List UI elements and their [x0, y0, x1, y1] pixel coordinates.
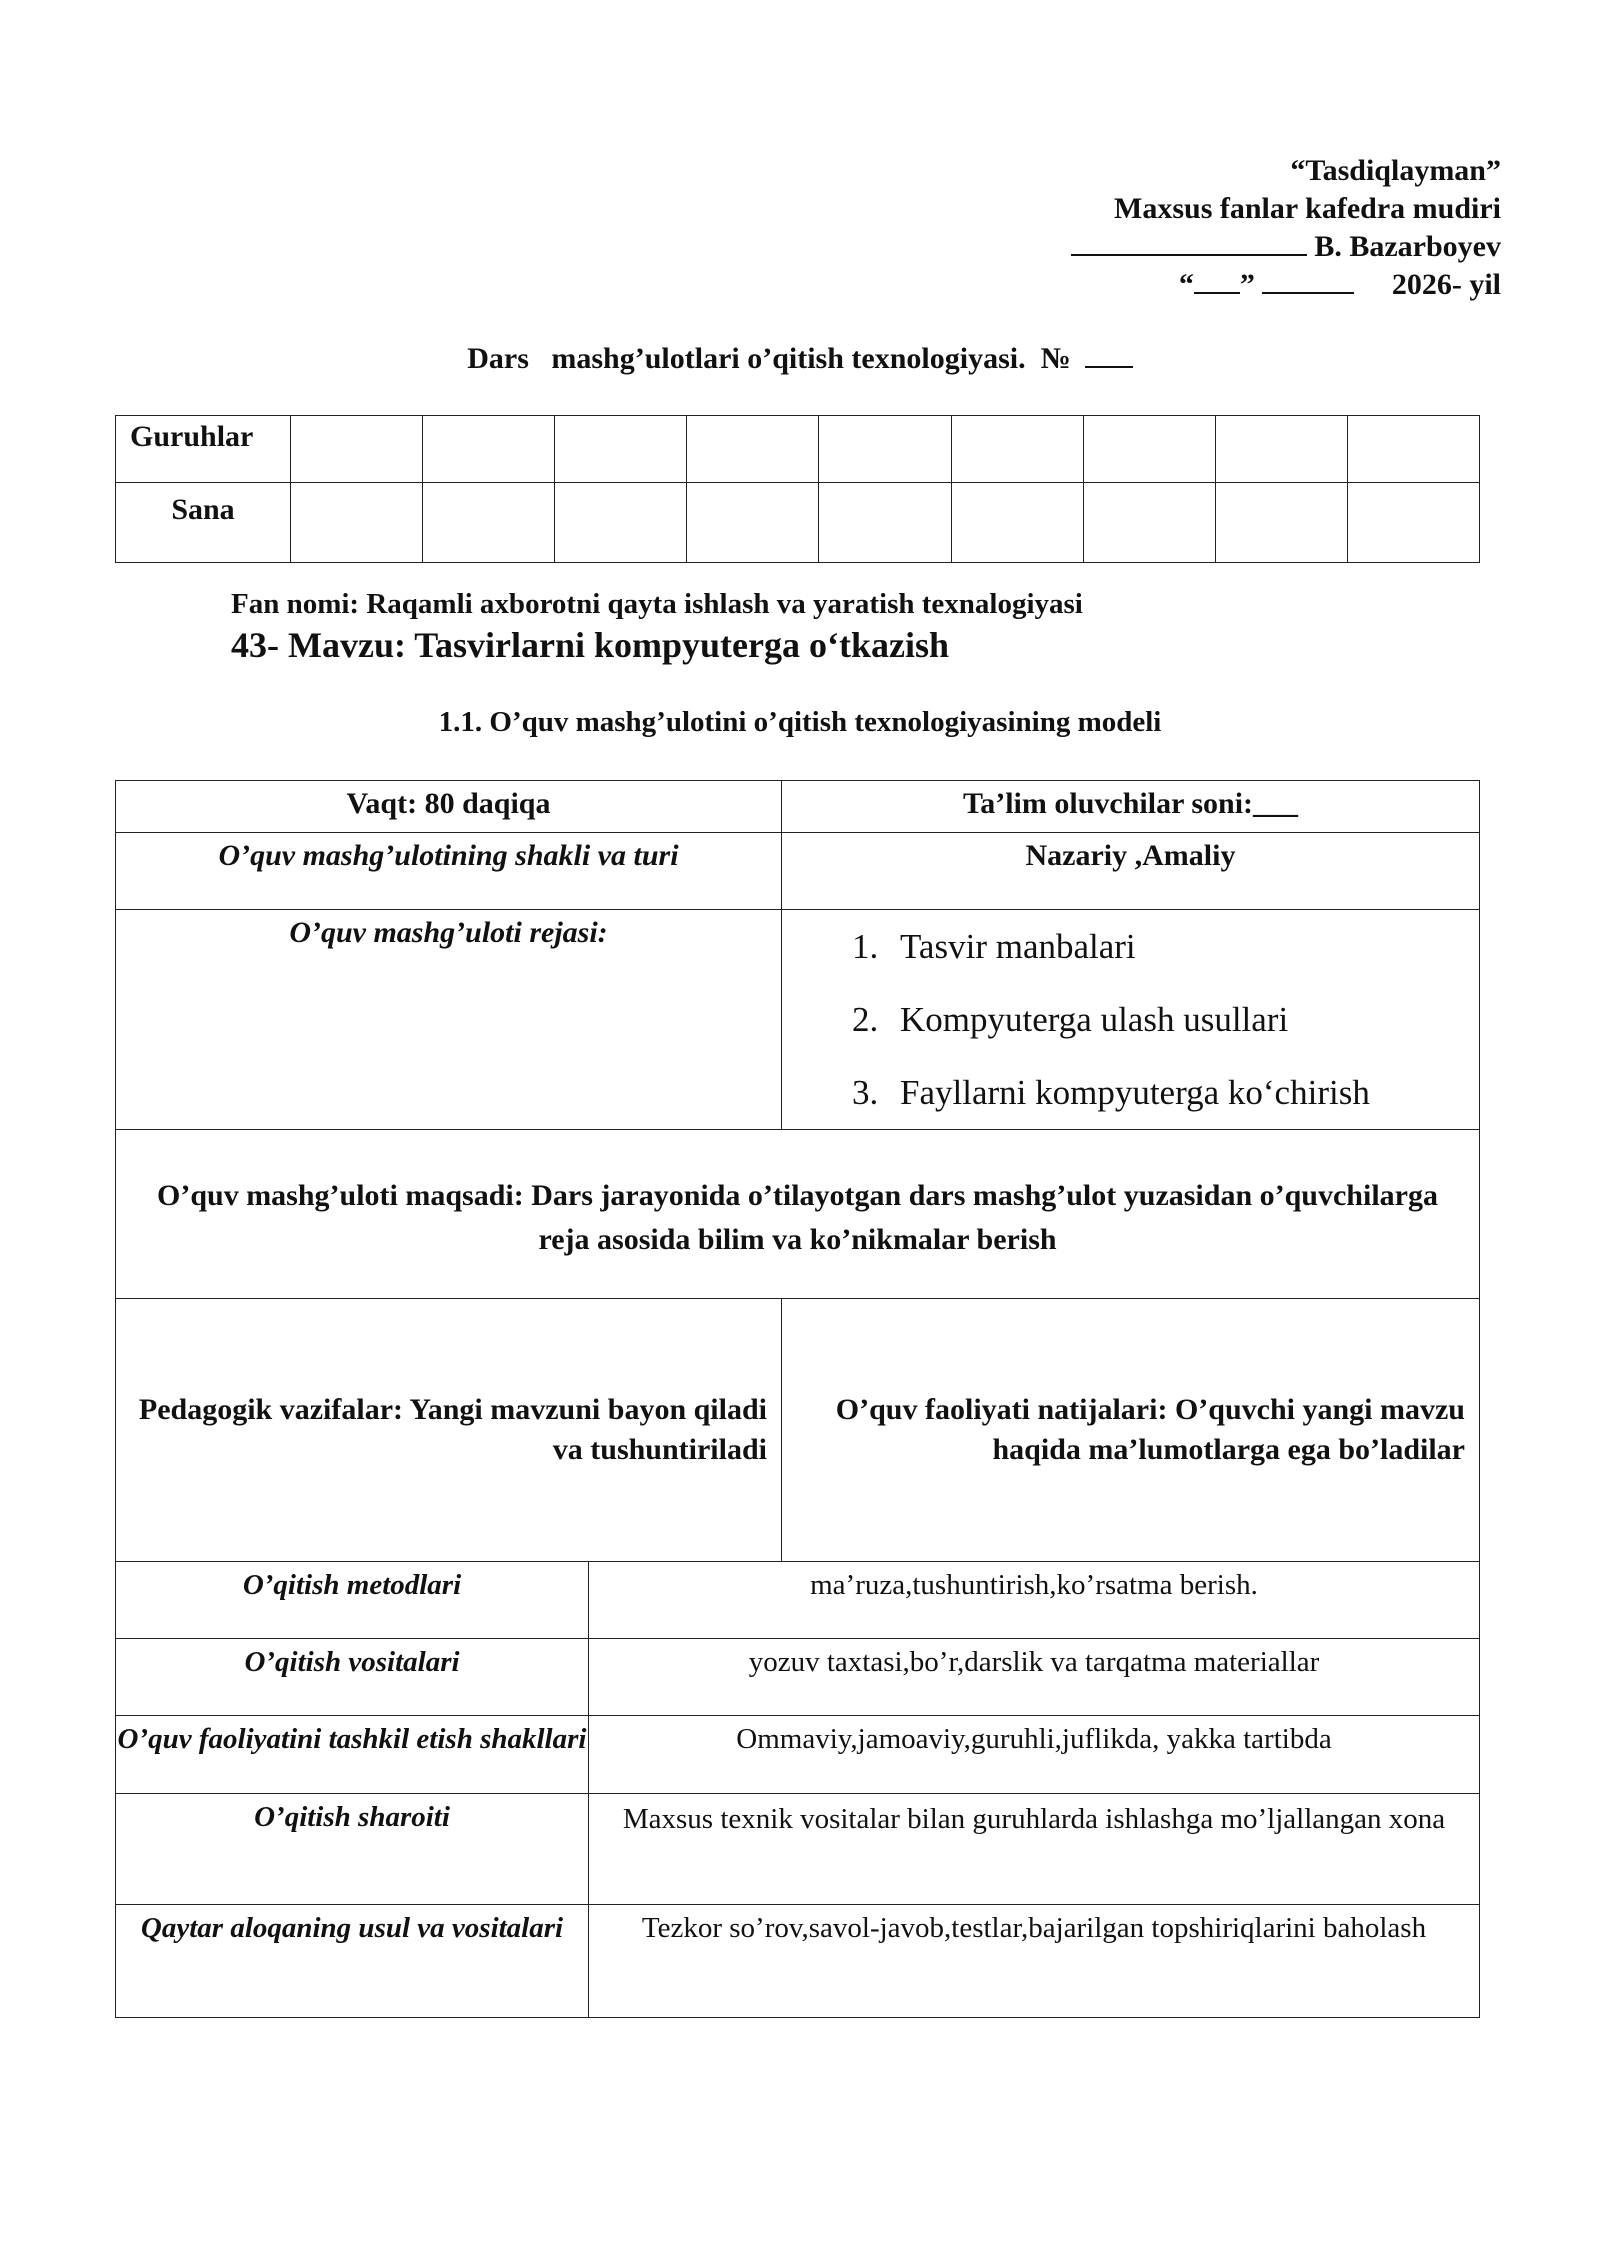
month-blank: [1262, 270, 1354, 294]
groups-cell: [1083, 416, 1215, 483]
details-value: Tezkor so’rov,savol-javob,testlar,bajarilgan topshiriqlarini baholash: [589, 1905, 1480, 2018]
groups-cell: [555, 416, 687, 483]
groups-cell: [819, 416, 951, 483]
signature-name: B. Bazarboyev: [1314, 230, 1501, 263]
date-cell: [1083, 483, 1215, 563]
number-blank: [1085, 344, 1133, 368]
approval-position: Maxsus fanlar kafedra mudiri: [1114, 192, 1501, 225]
date-cell: [951, 483, 1083, 563]
details-row: [116, 1639, 1480, 1716]
date-cell: [291, 483, 423, 563]
date-cell: [687, 483, 819, 563]
groups-cell: [1347, 416, 1479, 483]
details-value: yozuv taxtasi,bo’r,darslik va tarqatma materiallar: [589, 1639, 1480, 1716]
plan-item: 1. Tasvir manbalari: [852, 927, 1136, 966]
topic-title: 43- Mavzu: Tasvirlarni kompyuterga o‘tkazish: [231, 625, 950, 665]
date-cell: [1215, 483, 1347, 563]
groups-label: Guruhlar: [116, 416, 291, 483]
groups-row: [116, 416, 1480, 483]
document-title: Dars mashg’ulotlari o’qitish texnologiyasi. №: [0, 342, 1600, 376]
plan-label: O’quv mashg’uloti rejasi:: [116, 910, 782, 1130]
form-row: [116, 833, 1480, 910]
pedagogic-tasks: Pedagogik vazifalar: Yangi mavzuni bayon qiladi va tushuntiriladi: [116, 1299, 782, 1562]
details-value: ma’ruza,tushuntirish,ko’rsatma berish.: [589, 1562, 1480, 1639]
subject-name: Fan nomi: Raqamli axborotni qayta ishlash va yaratish texnalogiyasi: [231, 588, 1083, 620]
details-table: [115, 1561, 1480, 2018]
approval-year: 2026- yil: [1391, 268, 1501, 301]
details-label: O’qitish sharoiti: [116, 1794, 589, 1905]
approval-heading: “Tasdiqlayman”: [1290, 154, 1501, 187]
plan-row: [116, 910, 1480, 1130]
model-title: 1.1. O’quv mashg’ulotini o’qitish texnologiyasining modeli: [438, 706, 1162, 738]
time-row: [116, 781, 1480, 833]
date-cell: [1347, 483, 1479, 563]
tasks-row: [116, 1299, 1480, 1562]
approval-date-line: “ ” 2026- yil: [1178, 268, 1501, 301]
model-table: [115, 780, 1480, 1562]
details-value: Ommaviy,jamoaviy,guruhli,juflikda, yakka tartibda: [589, 1716, 1480, 1794]
students-cell: Ta’lim oluvchilar soni:___: [782, 781, 1480, 833]
learning-results: O’quv faoliyati natijalari: O’quvchi yangi mavzu haqida ma’lumotlarga ega bo’ladilar: [782, 1299, 1480, 1562]
groups-cell: [1215, 416, 1347, 483]
details-label: O’qitish vositalari: [116, 1639, 589, 1716]
details-value: Maxsus texnik vositalar bilan guruhlarda ishlashga mo’ljallangan xona: [589, 1794, 1480, 1905]
day-blank: [1194, 270, 1240, 294]
groups-table: [115, 415, 1480, 563]
details-label: O’qitish metodlari: [116, 1562, 589, 1639]
details-row: [116, 1716, 1480, 1794]
date-cell: [423, 483, 555, 563]
groups-cell: [423, 416, 555, 483]
details-row: [116, 1905, 1480, 2018]
plan-item: 3. Fayllarni kompyuterga ko‘chirish: [852, 1073, 1370, 1112]
approval-signature-line: [1071, 228, 1501, 266]
time-cell: Vaqt: 80 daqiqa: [116, 781, 782, 833]
approval-block: [1071, 152, 1501, 304]
details-row: [116, 1794, 1480, 1905]
plan-list: [782, 910, 1479, 1129]
groups-cell: [687, 416, 819, 483]
signature-blank: [1071, 232, 1307, 256]
groups-cell: [951, 416, 1083, 483]
goal-cell: O’quv mashg’uloti maqsadi: Dars jarayonida o’tilayotgan dars mashg’ulot yuzasidan o’quvchilarga reja asosida bilim va ko’nikmalar berish: [116, 1130, 1480, 1299]
date-cell: [819, 483, 951, 563]
plan-cell: [782, 910, 1480, 1130]
form-label: O’quv mashg’ulotining shakli va turi: [116, 833, 782, 910]
form-value: Nazariy ,Amaliy: [782, 833, 1480, 910]
details-label: O’quv faoliyatini tashkil etish shakllari: [116, 1716, 589, 1794]
date-row: [116, 483, 1480, 563]
date-cell: [555, 483, 687, 563]
plan-item: 2. Kompyuterga ulash usullari: [852, 1000, 1289, 1039]
details-row: [116, 1562, 1480, 1639]
date-label: Sana: [116, 483, 291, 563]
details-label: Qaytar aloqaning usul va vositalari: [116, 1905, 589, 2018]
goal-row: [116, 1130, 1480, 1299]
groups-cell: [291, 416, 423, 483]
